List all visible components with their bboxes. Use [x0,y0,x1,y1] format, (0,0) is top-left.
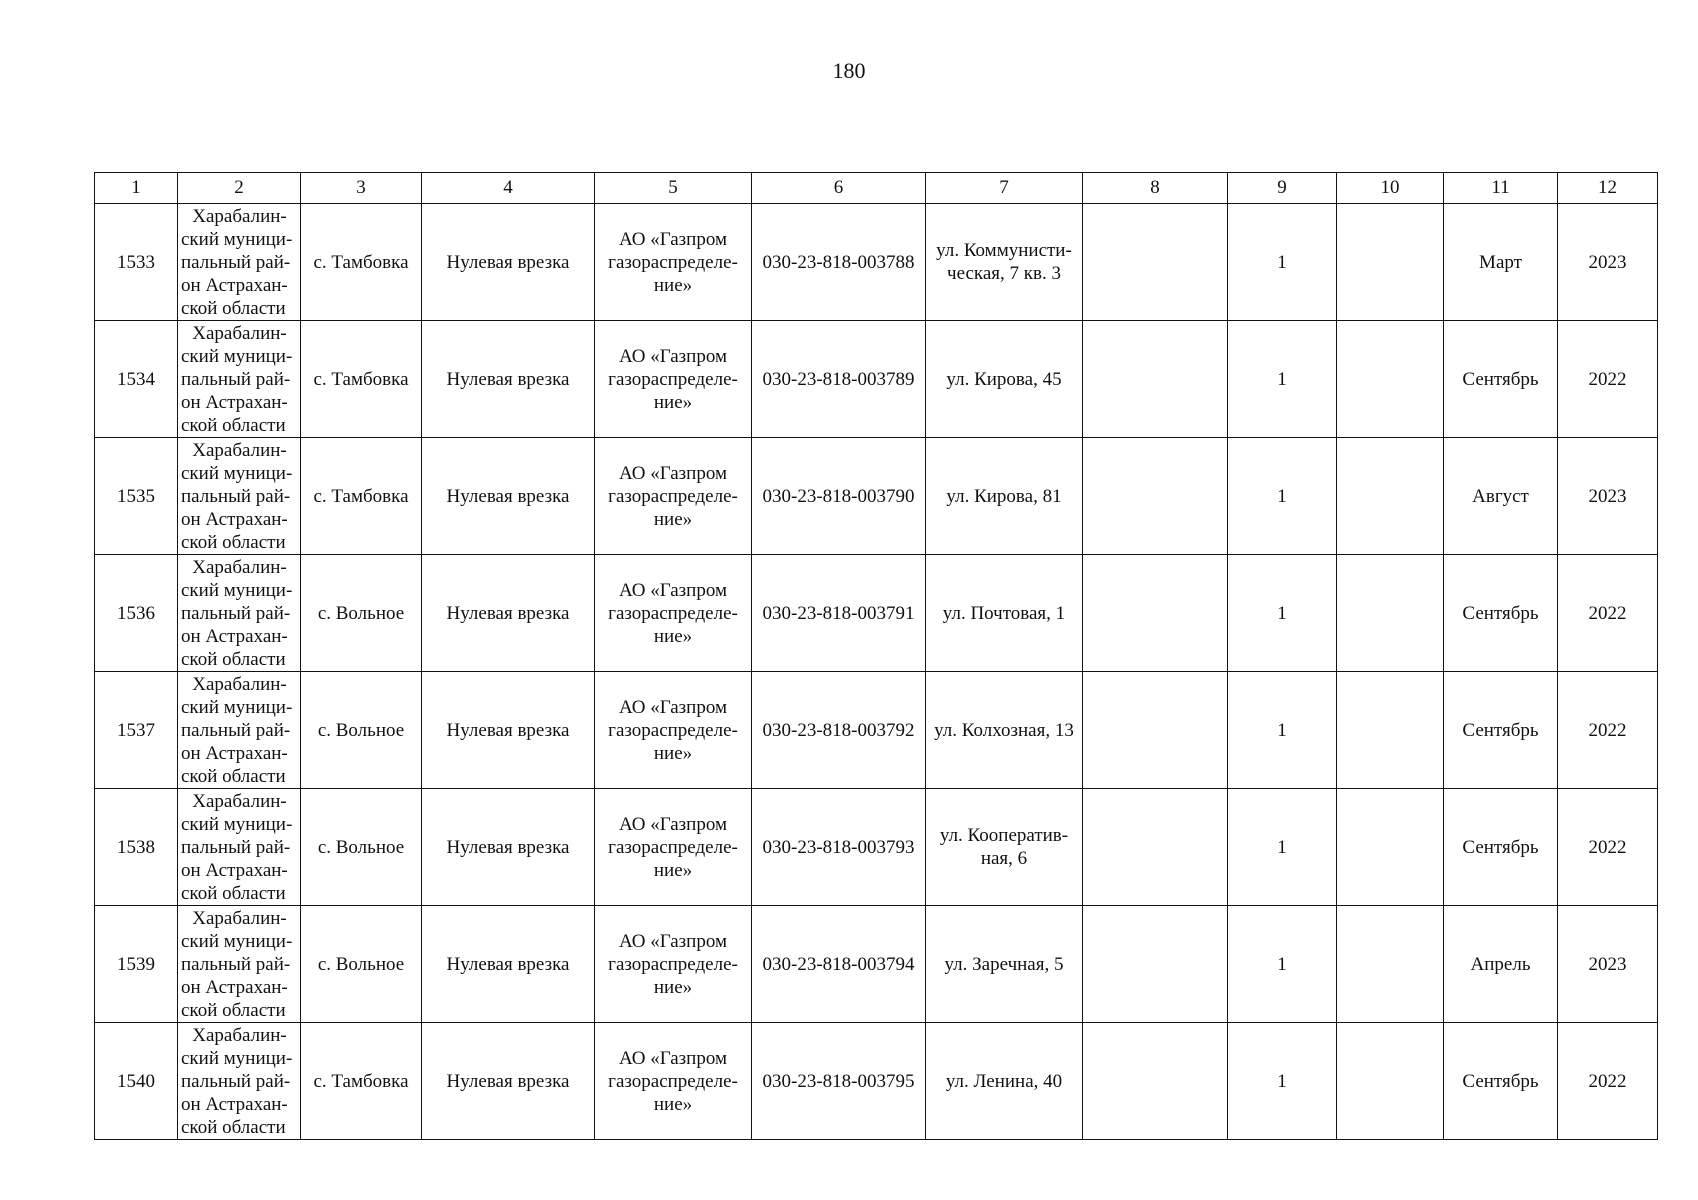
organization-cell-line: ние» [653,976,693,998]
district-cell [178,1023,301,1140]
district-cell-line: он Астрахан- [181,976,288,998]
column-10-cell [1337,204,1444,321]
district-cell-line: он Астрахан- [181,625,288,647]
address-cell-text [928,953,1080,976]
work-type-cell: Нулевая врезка [422,204,595,321]
column-10-cell [1337,438,1444,555]
row-number-cell: 1533 [95,204,178,321]
district-cell-line: Харабалин- [192,907,287,929]
address-cell-line: ул. Колхозная, 13 [934,719,1074,741]
column-number-cell: 4 [422,173,595,204]
locality-cell: с. Тамбовка [301,321,422,438]
organization-cell [595,321,752,438]
year-cell: 2022 [1558,789,1658,906]
work-type-cell: Нулевая врезка [422,906,595,1023]
month-cell: Сентябрь [1444,789,1558,906]
column-number-cell: 3 [301,173,422,204]
district-cell-line: ский муници- [181,1047,293,1069]
row-number-cell: 1537 [95,672,178,789]
year-cell: 2022 [1558,672,1658,789]
address-cell-text [928,719,1080,742]
column-10-cell [1337,789,1444,906]
district-cell-line: пальный рай- [181,251,291,273]
address-cell-text [928,368,1080,391]
column-number-cell: 9 [1228,173,1337,204]
organization-cell [595,204,752,321]
district-cell-line: ской области [181,414,286,436]
district-cell-line: пальный рай- [181,485,291,507]
quantity-cell: 1 [1228,321,1337,438]
column-10-cell [1337,672,1444,789]
organization-cell [595,555,752,672]
address-cell [926,1023,1083,1140]
row-number-cell: 1540 [95,1023,178,1140]
organization-cell-line: АО «Газпром [618,1047,728,1069]
organization-cell-line: АО «Газпром [618,579,728,601]
quantity-cell: 1 [1228,204,1337,321]
organization-cell-line: АО «Газпром [618,696,728,718]
year-cell: 2023 [1558,204,1658,321]
address-cell [926,204,1083,321]
address-cell [926,438,1083,555]
district-cell-line: пальный рай- [181,953,291,975]
district-cell-text [180,205,298,320]
address-cell-line: ул. Почтовая, 1 [942,602,1066,624]
quantity-cell: 1 [1228,789,1337,906]
month-cell: Сентябрь [1444,1023,1558,1140]
organization-cell-line: АО «Газпром [618,813,728,835]
column-10-cell [1337,555,1444,672]
address-cell [926,321,1083,438]
organization-cell-line: газораспределе- [608,251,738,273]
row-number-cell: 1534 [95,321,178,438]
district-cell [178,438,301,555]
organization-cell [595,1023,752,1140]
district-cell-line: ской области [181,297,286,319]
locality-cell: с. Вольное [301,906,422,1023]
column-8-cell [1083,438,1228,555]
organization-cell-line: ние» [653,859,693,881]
address-cell-line: ул. Кирова, 81 [946,485,1062,507]
column-8-cell [1083,789,1228,906]
table-body [95,173,1658,1140]
address-cell-text [928,1070,1080,1093]
object-code-cell: 030-23-818-003788 [752,204,926,321]
table-row [95,555,1658,672]
month-cell: Август [1444,438,1558,555]
address-cell [926,789,1083,906]
district-cell-line: Харабалин- [192,556,287,578]
column-number-cell: 12 [1558,173,1658,204]
district-cell-line: Харабалин- [192,322,287,344]
table-row [95,672,1658,789]
month-cell: Сентябрь [1444,321,1558,438]
district-cell-line: ской области [181,882,286,904]
table-row [95,906,1658,1023]
quantity-cell: 1 [1228,672,1337,789]
quantity-cell: 1 [1228,438,1337,555]
organization-cell-text [597,696,749,765]
organization-cell-text [597,813,749,882]
column-8-cell [1083,555,1228,672]
district-cell [178,555,301,672]
table-row [95,438,1658,555]
locality-cell: с. Вольное [301,555,422,672]
organization-cell-text [597,228,749,297]
column-8-cell [1083,672,1228,789]
object-code-cell: 030-23-818-003790 [752,438,926,555]
district-cell-text [180,907,298,1022]
locality-cell: с. Тамбовка [301,204,422,321]
district-cell-line: пальный рай- [181,602,291,624]
district-cell-line: он Астрахан- [181,1093,288,1115]
address-cell-text [928,239,1080,285]
table-row [95,321,1658,438]
organization-cell-line: АО «Газпром [618,930,728,952]
district-cell-text [180,439,298,554]
locality-cell: с. Тамбовка [301,438,422,555]
address-cell-line: ул. Ленина, 40 [945,1070,1063,1092]
district-cell-line: ской области [181,648,286,670]
address-cell-text [928,824,1080,870]
organization-cell [595,789,752,906]
quantity-cell: 1 [1228,555,1337,672]
district-cell-line: Харабалин- [192,673,287,695]
organization-cell [595,672,752,789]
address-cell-text [928,602,1080,625]
row-number-cell: 1538 [95,789,178,906]
district-cell-line: ской области [181,531,286,553]
district-cell [178,321,301,438]
organization-cell-line: газораспределе- [608,953,738,975]
organization-cell-line: газораспределе- [608,719,738,741]
column-10-cell [1337,321,1444,438]
column-number-cell: 11 [1444,173,1558,204]
page-number: 180 [832,58,866,83]
district-cell-line: ской области [181,1116,286,1138]
district-cell-line: ский муници- [181,696,293,718]
table-row [95,789,1658,906]
district-cell-text [180,1024,298,1139]
column-10-cell [1337,1023,1444,1140]
work-type-cell: Нулевая врезка [422,321,595,438]
address-cell-line: ная, 6 [980,848,1028,869]
quantity-cell: 1 [1228,1023,1337,1140]
district-cell-line: Харабалин- [192,1024,287,1046]
work-type-cell: Нулевая врезка [422,789,595,906]
column-8-cell [1083,321,1228,438]
district-cell-line: Харабалин- [192,205,287,227]
organization-cell-line: ние» [653,274,693,296]
organization-cell-line: ние» [653,391,693,413]
district-cell-text [180,790,298,905]
organization-cell-text [597,579,749,648]
locality-cell: с. Вольное [301,672,422,789]
address-cell [926,906,1083,1023]
year-cell: 2022 [1558,321,1658,438]
month-cell: Март [1444,204,1558,321]
address-cell-text [928,485,1080,508]
organization-cell-line: ние» [653,1093,693,1115]
organization-cell-text [597,345,749,414]
column-number-cell: 8 [1083,173,1228,204]
object-code-cell: 030-23-818-003789 [752,321,926,438]
column-number-cell: 7 [926,173,1083,204]
district-cell-line: Харабалин- [192,439,287,461]
district-cell-line: он Астрахан- [181,391,288,413]
district-cell-text [180,556,298,671]
work-type-cell: Нулевая врезка [422,672,595,789]
object-code-cell: 030-23-818-003794 [752,906,926,1023]
organization-cell-line: газораспределе- [608,602,738,624]
locality-cell: с. Вольное [301,789,422,906]
district-cell-text [180,322,298,437]
organization-cell [595,438,752,555]
month-cell: Апрель [1444,906,1558,1023]
district-cell-line: он Астрахан- [181,742,288,764]
organization-cell-line: АО «Газпром [618,345,728,367]
work-type-cell: Нулевая врезка [422,438,595,555]
year-cell: 2023 [1558,906,1658,1023]
organization-cell-line: ние» [653,508,693,530]
district-cell [178,672,301,789]
column-8-cell [1083,204,1228,321]
registry-table [94,172,1658,1140]
organization-cell-line: АО «Газпром [618,228,728,250]
organization-cell-line: ние» [653,742,693,764]
quantity-cell: 1 [1228,906,1337,1023]
district-cell-line: ский муници- [181,930,293,952]
organization-cell [595,906,752,1023]
district-cell-line: пальный рай- [181,836,291,858]
district-cell-line: ский муници- [181,579,293,601]
district-cell [178,906,301,1023]
work-type-cell: Нулевая врезка [422,555,595,672]
locality-cell: с. Тамбовка [301,1023,422,1140]
organization-cell-text [597,1047,749,1116]
column-10-cell [1337,906,1444,1023]
row-number-cell: 1539 [95,906,178,1023]
column-number-cell: 6 [752,173,926,204]
object-code-cell: 030-23-818-003793 [752,789,926,906]
column-number-row [95,173,1658,204]
column-number-cell: 10 [1337,173,1444,204]
district-cell-line: Харабалин- [192,790,287,812]
district-cell-line: ский муници- [181,345,293,367]
column-number-cell: 1 [95,173,178,204]
district-cell [178,789,301,906]
year-cell: 2022 [1558,555,1658,672]
organization-cell-line: АО «Газпром [618,462,728,484]
organization-cell-line: газораспределе- [608,836,738,858]
work-type-cell: Нулевая врезка [422,1023,595,1140]
district-cell-line: пальный рай- [181,719,291,741]
organization-cell-text [597,930,749,999]
organization-cell-line: газораспределе- [608,485,738,507]
address-cell [926,672,1083,789]
address-cell [926,555,1083,672]
row-number-cell: 1535 [95,438,178,555]
column-number-cell: 5 [595,173,752,204]
object-code-cell: 030-23-818-003795 [752,1023,926,1140]
column-8-cell [1083,1023,1228,1140]
address-cell-line: ул. Кооператив- [939,825,1069,846]
organization-cell-line: газораспределе- [608,1070,738,1092]
column-number-cell: 2 [178,173,301,204]
district-cell [178,204,301,321]
month-cell: Сентябрь [1444,555,1558,672]
organization-cell-text [597,462,749,531]
district-cell-line: он Астрахан- [181,859,288,881]
table-row [95,1023,1658,1140]
district-cell-line: ской области [181,765,286,787]
organization-cell-line: газораспределе- [608,368,738,390]
table-row [95,204,1658,321]
district-cell-line: пальный рай- [181,1070,291,1092]
year-cell: 2023 [1558,438,1658,555]
column-8-cell [1083,906,1228,1023]
organization-cell-line: ние» [653,625,693,647]
address-cell-line: ул. Кирова, 45 [946,368,1062,390]
year-cell: 2022 [1558,1023,1658,1140]
district-cell-line: пальный рай- [181,368,291,390]
district-cell-line: ский муници- [181,813,293,835]
row-number-cell: 1536 [95,555,178,672]
address-cell-line: ул. Коммунисти- [936,240,1072,261]
district-cell-line: ский муници- [181,228,293,250]
address-cell-line: ул. Заречная, 5 [944,953,1064,975]
object-code-cell: 030-23-818-003792 [752,672,926,789]
district-cell-line: ский муници- [181,462,293,484]
district-cell-line: он Астрахан- [181,508,288,530]
district-cell-line: ской области [181,999,286,1021]
address-cell-line: ческая, 7 кв. 3 [947,263,1061,284]
district-cell-line: он Астрахан- [181,274,288,296]
month-cell: Сентябрь [1444,672,1558,789]
district-cell-text [180,673,298,788]
object-code-cell: 030-23-818-003791 [752,555,926,672]
